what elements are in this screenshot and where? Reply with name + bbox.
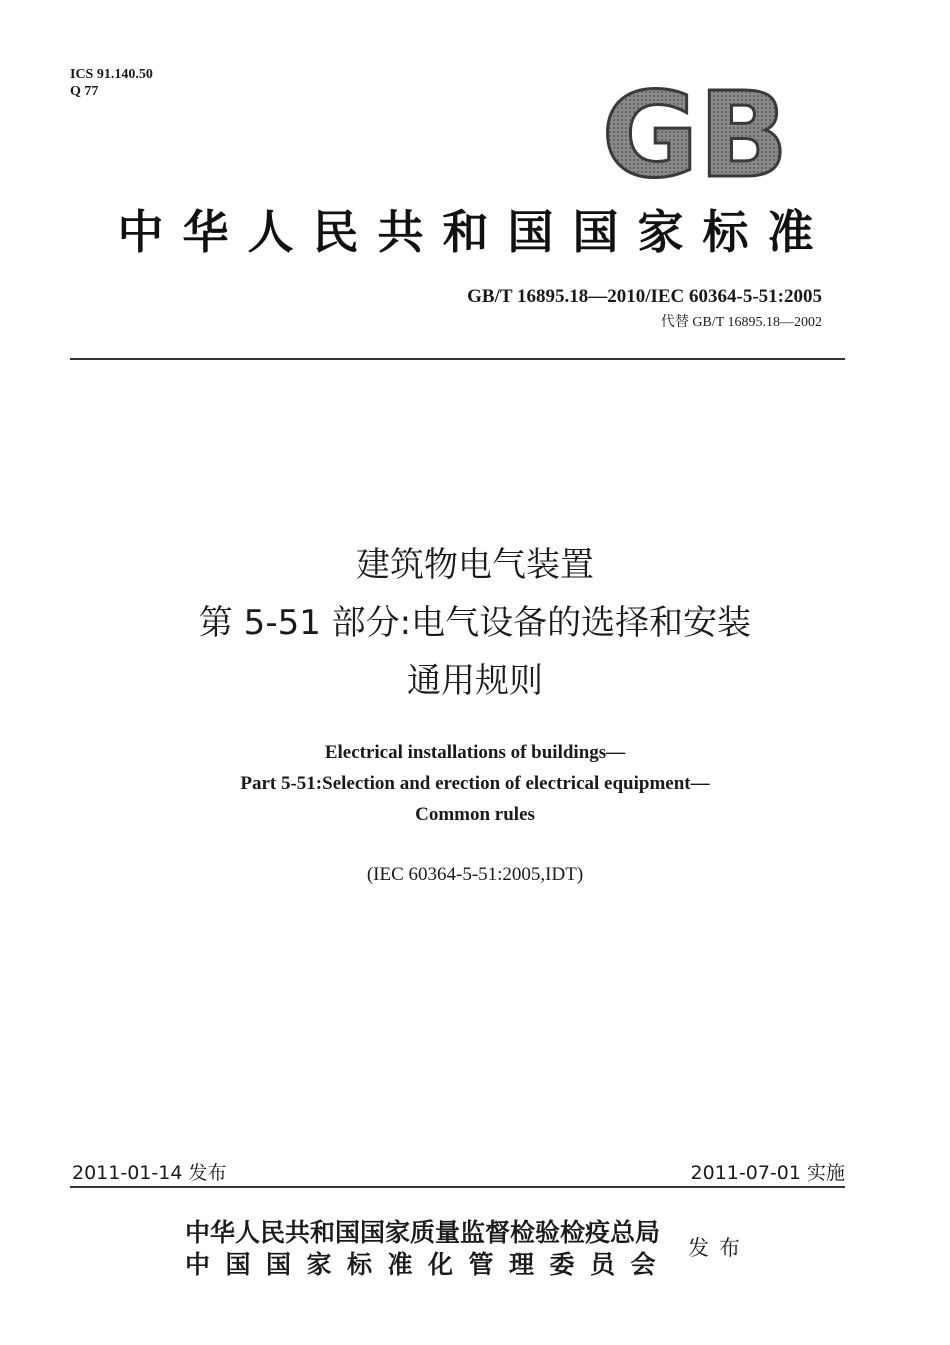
issuer-sac: 中国国家标准化管理委员会 [185, 1250, 672, 1279]
ics-code: ICS 91.140.50 [70, 67, 153, 82]
chinese-title-line-1: 建筑物电气装置 [356, 545, 594, 585]
gb-logo-text: GB [601, 78, 789, 188]
issuer-aqsiq: 中华人民共和国国家质量监督检验检疫总局 [185, 1218, 661, 1247]
ccs-code: Q 77 [70, 84, 99, 99]
classification-codes [70, 66, 153, 100]
iec-equivalence: (IEC 60364-5-51:2005,IDT) [366, 864, 584, 885]
chinese-title-line-3: 通用规则 [407, 661, 543, 701]
english-title-line-1: Electrical installations of buildings— [324, 742, 626, 763]
national-standard-title: 中华人民共和国国家标准 [117, 205, 833, 259]
issue-date: 2011-01-14 发布 [72, 1162, 227, 1184]
chinese-title-line-2: 第 5-51 部分:电气设备的选择和安装 [198, 603, 752, 643]
header-divider [70, 358, 845, 360]
issued-label: 发布 [688, 1236, 750, 1260]
english-title-line-3: Common rules [415, 804, 535, 825]
footer-divider [70, 1186, 845, 1188]
replaces-standard: 代替 GB/T 16895.18—2002 [660, 315, 822, 330]
implementation-date: 2011-07-01 实施 [690, 1162, 845, 1184]
gb-logo-icon [600, 78, 790, 188]
standard-number: GB/T 16895.18—2010/IEC 60364-5-51:2005 [467, 286, 822, 307]
english-title-line-2: Part 5-51:Selection and erection of electrical equipment— [240, 773, 710, 794]
